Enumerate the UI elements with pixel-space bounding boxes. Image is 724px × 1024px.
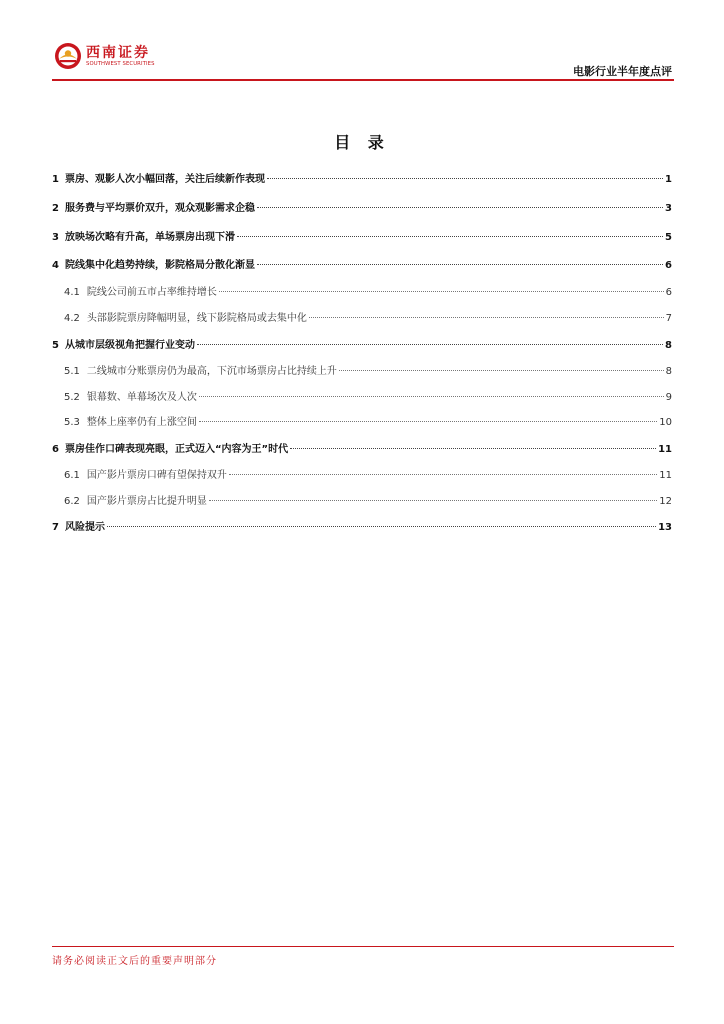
- toc-entry[interactable]: [52, 336, 672, 354]
- toc-entry-number: 4.2: [64, 313, 80, 324]
- toc-title: 目 录: [334, 133, 390, 152]
- toc-entry-page: 6: [665, 260, 672, 271]
- toc-entry-number: 5.1: [64, 366, 80, 377]
- footer-divider: [52, 946, 674, 947]
- toc-entry-page: 11: [658, 444, 672, 455]
- toc-dot-leader: [339, 370, 664, 371]
- toc-entry-number: 5: [52, 340, 59, 351]
- toc-dot-leader: [257, 207, 663, 208]
- toc-dot-leader: [267, 178, 663, 179]
- toc-subentry[interactable]: [52, 283, 672, 301]
- toc-subentry[interactable]: [52, 362, 672, 380]
- toc-entry-number: 7: [52, 522, 59, 533]
- toc-entry[interactable]: [52, 228, 672, 246]
- toc-entry-number: 2: [52, 203, 59, 214]
- toc-entry-title: 风险提示: [64, 522, 105, 533]
- toc-entry-number: 4.1: [64, 287, 80, 298]
- toc-entry-title: 从城市层级视角把握行业变动: [64, 340, 195, 351]
- toc-dot-leader: [257, 264, 663, 265]
- toc-entry-page: 10: [659, 417, 672, 428]
- toc-entry[interactable]: [52, 199, 672, 217]
- toc-entry[interactable]: [52, 256, 672, 274]
- toc-entry-title: 银幕数、单幕场次及人次: [86, 392, 197, 403]
- toc-entry-number: 5.3: [64, 417, 80, 428]
- toc-entry-title: 院线集中化趋势持续，影院格局分散化渐显: [64, 260, 255, 271]
- toc-entry-title: 国产影片票房占比提升明显: [86, 496, 207, 507]
- toc-entry-title: 二线城市分账票房仍为最高，下沉市场票房占比持续上升: [86, 366, 337, 377]
- toc-entry-number: 6: [52, 444, 59, 455]
- toc-entry-page: 6: [665, 287, 672, 298]
- page-header: [0, 0, 724, 82]
- brand-logo-icon: [54, 42, 82, 70]
- toc-entry-title: 头部影院票房降幅明显，线下影院格局或去集中化: [86, 313, 307, 324]
- toc-entry[interactable]: [52, 518, 672, 536]
- toc-entry-title: 国产影片票房口碑有望保持双升: [86, 470, 227, 481]
- toc-entry-number: 6.1: [64, 470, 80, 481]
- toc-entry-page: 7: [665, 313, 672, 324]
- toc-dot-leader: [199, 396, 664, 397]
- toc-entry-title: 服务费与平均票价双升，观众观影需求企稳: [64, 203, 255, 214]
- toc-dot-leader: [290, 448, 656, 449]
- toc-entry-number: 1: [52, 174, 59, 185]
- toc-dot-leader: [197, 344, 663, 345]
- toc-entry-page: 3: [665, 203, 672, 214]
- toc-entry-number: 3: [52, 232, 59, 243]
- footer-disclaimer: 请务必阅读正文后的重要声明部分: [52, 956, 217, 967]
- report-type: 电影行业半年度点评: [573, 65, 672, 78]
- toc-dot-leader: [229, 474, 657, 475]
- toc-entry-page: 8: [665, 366, 672, 377]
- toc-dot-leader: [237, 236, 663, 237]
- toc-entry-title: 票房佳作口碑表现亮眼，正式迈入“内容为王”时代: [64, 444, 289, 455]
- toc-entry[interactable]: [52, 440, 672, 458]
- toc-dot-leader: [199, 421, 657, 422]
- toc-entry-title: 整体上座率仍有上涨空间: [86, 417, 197, 428]
- brand-name-en: SOUTHWEST SECURITIES: [86, 61, 155, 67]
- toc-entry-page: 5: [665, 232, 672, 243]
- toc-entry-number: 4: [52, 260, 59, 271]
- toc-entry-title: 票房、观影人次小幅回落，关注后续新作表现: [64, 174, 265, 185]
- toc-entry-page: 11: [659, 470, 672, 481]
- toc-entry-page: 8: [665, 340, 672, 351]
- toc-subentry[interactable]: [52, 466, 672, 484]
- toc-subentry[interactable]: [52, 413, 672, 431]
- toc-dot-leader: [309, 317, 664, 318]
- brand-name-cn: 西南证券: [86, 45, 150, 61]
- toc-entry-title: 放映场次略有升高，单场票房出现下滑: [64, 232, 235, 243]
- toc-entry-page: 9: [665, 392, 672, 403]
- toc-dot-leader: [209, 500, 657, 501]
- toc-entry-page: 13: [658, 522, 672, 533]
- toc-entry-number: 5.2: [64, 392, 80, 403]
- toc-subentry[interactable]: [52, 388, 672, 406]
- toc-dot-leader: [107, 526, 656, 527]
- toc-entry[interactable]: [52, 170, 672, 188]
- toc-entry-page: 1: [665, 174, 672, 185]
- header-divider: [52, 79, 674, 81]
- toc-subentry[interactable]: [52, 309, 672, 327]
- toc-dot-leader: [219, 291, 664, 292]
- toc-entry-title: 院线公司前五市占率维持增长: [86, 287, 217, 298]
- toc-entry-page: 12: [659, 496, 672, 507]
- brand-logo: [54, 40, 154, 74]
- toc-subentry[interactable]: [52, 492, 672, 510]
- toc-entry-number: 6.2: [64, 496, 80, 507]
